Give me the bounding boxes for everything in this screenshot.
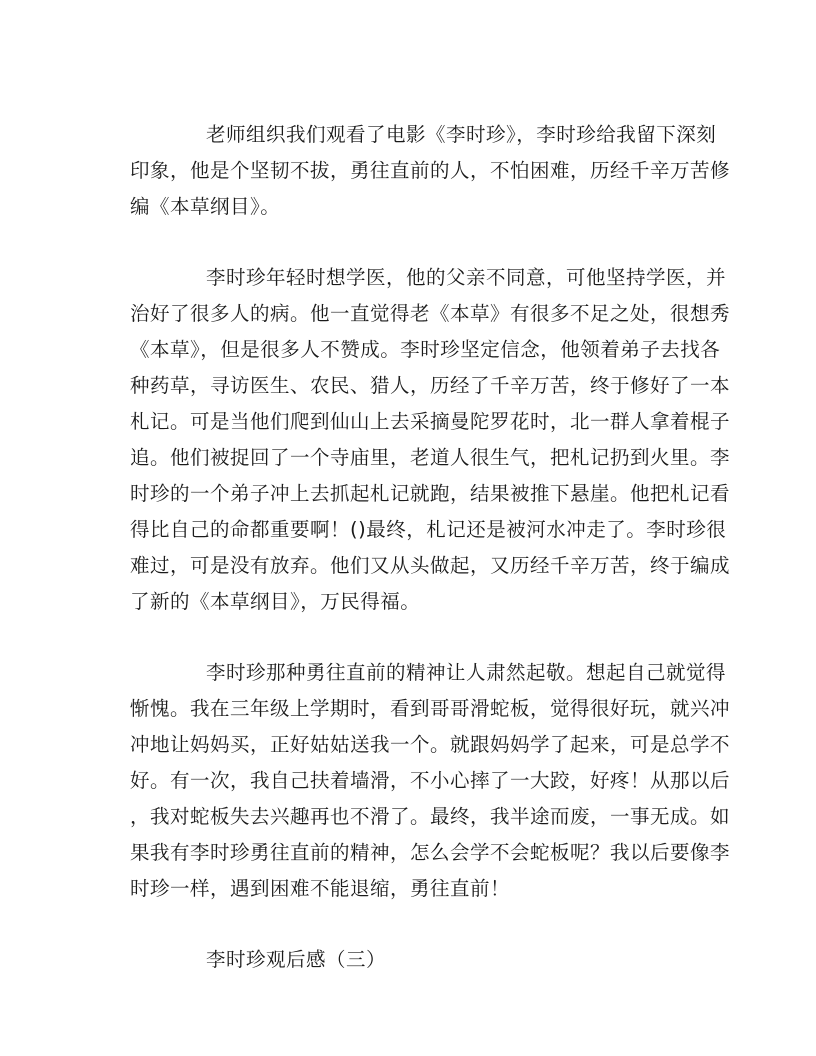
paragraph-spacer <box>130 907 690 942</box>
paragraph-line: 李时珍年轻时想学医，他的父亲不同意，可他坚持学医，并 <box>206 266 727 289</box>
paragraph-1 <box>130 117 731 225</box>
paragraph-line: 果我有李时珍勇往直前的精神，怎么会学不会蛇板呢？我以后要像李 <box>130 841 731 864</box>
paragraph-line: 难过，可是没有放弃。他们又从头做起，又历经千辛万苦，终于编成 <box>130 554 731 577</box>
paragraph-2 <box>130 260 731 620</box>
paragraph-line: 老师组织我们观看了电影《李时珍》，李时珍给我留下深刻 <box>206 123 717 146</box>
paragraph-line: 编《本草纲目》。 <box>130 195 281 218</box>
document-body <box>130 117 731 978</box>
paragraph-line: 冲地让妈妈买，正好姑姑送我一个。就跟妈妈学了起来，可是总学不 <box>130 733 731 756</box>
paragraph-line: 了新的《本草纲目》，万民得福。 <box>130 590 421 613</box>
paragraph-line: 时珍一样，遇到困难不能退缩，勇往直前！ <box>130 877 511 900</box>
section-heading: 李时珍观后感（三） <box>206 948 387 971</box>
paragraph-line: 治好了很多人的病。他一直觉得老《本草》有很多不足之处，很想秀 <box>130 302 731 325</box>
paragraph-line: 印象，他是个坚韧不拔，勇往直前的人，不怕困难，历经千辛万苦修 <box>130 159 731 182</box>
paragraph-line: 好。有一次，我自己扶着墙滑，不小心摔了一大跤，好疼！从那以后 <box>130 769 731 792</box>
paragraph-line: 《本草》，但是很多人不赞成。李时珍坚定信念，他领着弟子去找各 <box>130 338 721 361</box>
paragraph-line: 得比自己的命都重要啊！()最终，札记还是被河水冲走了。李时珍很 <box>130 518 727 541</box>
section-heading-block <box>130 942 690 978</box>
paragraph-line: 惭愧。我在三年级上学期时，看到哥哥滑蛇板，觉得很好玩，就兴冲 <box>130 697 731 720</box>
paragraph-line: 时珍的一个弟子冲上去抓起札记就跑，结果被推下悬崖。他把札记看 <box>130 482 731 505</box>
paragraph-line: 追。他们被捉回了一个寺庙里，老道人很生气，把札记扔到火里。李 <box>130 446 731 469</box>
paragraph-spacer <box>130 620 690 655</box>
paragraph-line: 种药草，寻访医生、农民、猎人，历经了千辛万苦，终于修好了一本 <box>130 374 731 397</box>
paragraph-line: ，我对蛇板失去兴趣再也不滑了。最终，我半途而废，一事无成。如 <box>130 805 731 828</box>
paragraph-line: 札记。可是当他们爬到仙山上去采摘曼陀罗花时，北一群人拿着棍子 <box>130 410 731 433</box>
paragraph-spacer <box>130 225 690 260</box>
paragraph-line: 李时珍那种勇往直前的精神让人肃然起敬。想起自己就觉得 <box>206 661 727 684</box>
paragraph-3 <box>130 655 731 907</box>
